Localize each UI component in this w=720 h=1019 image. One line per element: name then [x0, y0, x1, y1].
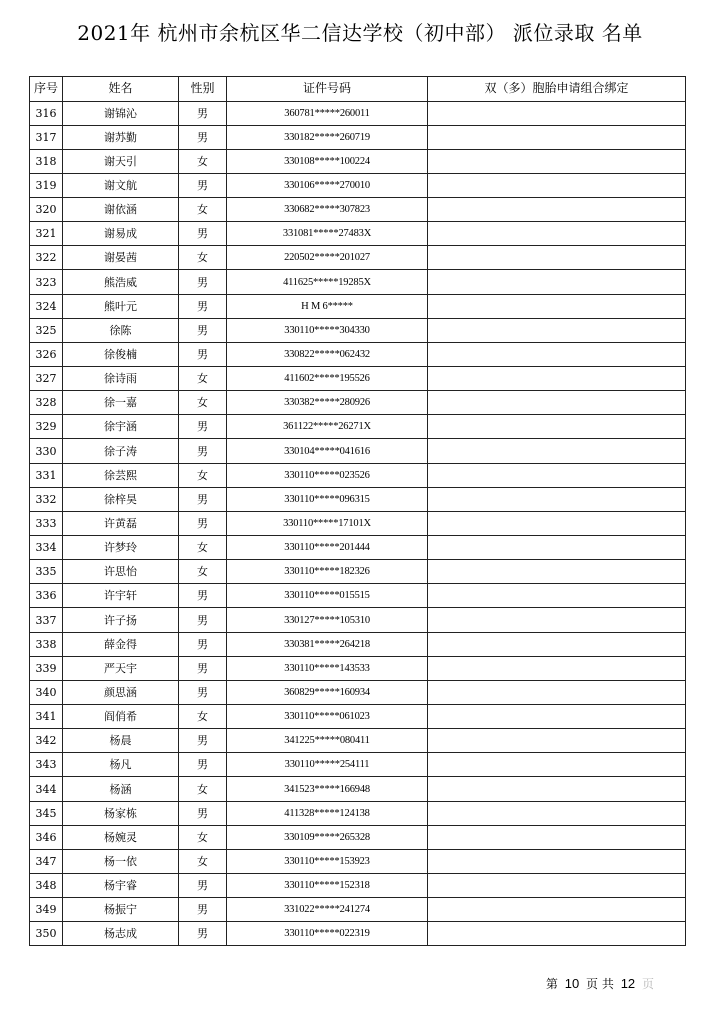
cell-name: 严天宇	[63, 656, 179, 680]
cell-gender: 女	[179, 560, 227, 584]
cell-id-number: 330110*****182326	[227, 560, 428, 584]
cell-id-number: 330110*****096315	[227, 487, 428, 511]
header-name: 姓名	[63, 77, 179, 102]
cell-gender: 女	[179, 536, 227, 560]
cell-seq: 340	[30, 680, 63, 704]
cell-id-number: 330110*****061023	[227, 705, 428, 729]
table-row	[30, 198, 686, 222]
cell-seq: 329	[30, 415, 63, 439]
page-suffix: 页	[641, 977, 654, 991]
cell-twin-binding	[428, 294, 686, 318]
cell-id-number: 330110*****304330	[227, 318, 428, 342]
cell-id-number: 330127*****105310	[227, 608, 428, 632]
cell-name: 谢易成	[63, 222, 179, 246]
cell-twin-binding	[428, 101, 686, 125]
cell-twin-binding	[428, 198, 686, 222]
cell-name: 颜思涵	[63, 680, 179, 704]
cell-gender: 男	[179, 729, 227, 753]
cell-twin-binding	[428, 149, 686, 173]
cell-gender: 女	[179, 391, 227, 415]
table-row	[30, 536, 686, 560]
cell-seq: 322	[30, 246, 63, 270]
table-row	[30, 125, 686, 149]
cell-name: 杨凡	[63, 753, 179, 777]
cell-twin-binding	[428, 536, 686, 560]
table-row	[30, 849, 686, 873]
cell-twin-binding	[428, 801, 686, 825]
cell-seq: 334	[30, 536, 63, 560]
cell-id-number: 330382*****280926	[227, 391, 428, 415]
table-row	[30, 342, 686, 366]
table-row	[30, 367, 686, 391]
table-row	[30, 680, 686, 704]
cell-name: 谢锦沁	[63, 101, 179, 125]
cell-seq: 350	[30, 922, 63, 946]
table-row	[30, 173, 686, 197]
table-row	[30, 246, 686, 270]
cell-seq: 328	[30, 391, 63, 415]
table-row	[30, 825, 686, 849]
cell-twin-binding	[428, 608, 686, 632]
cell-id-number: 331081*****27483X	[227, 222, 428, 246]
current-page-number: 10	[564, 976, 580, 991]
cell-seq: 342	[30, 729, 63, 753]
cell-gender: 男	[179, 439, 227, 463]
cell-id-number: 331022*****241274	[227, 898, 428, 922]
cell-gender: 男	[179, 125, 227, 149]
cell-twin-binding	[428, 729, 686, 753]
cell-name: 许梦玲	[63, 536, 179, 560]
cell-name: 徐芸熙	[63, 463, 179, 487]
cell-twin-binding	[428, 849, 686, 873]
cell-id-number: H M 6*****	[227, 294, 428, 318]
cell-gender: 男	[179, 584, 227, 608]
cell-name: 许子扬	[63, 608, 179, 632]
cell-twin-binding	[428, 415, 686, 439]
cell-id-number: 330110*****143533	[227, 656, 428, 680]
table-row	[30, 318, 686, 342]
cell-twin-binding	[428, 222, 686, 246]
cell-seq: 348	[30, 874, 63, 898]
cell-gender: 男	[179, 342, 227, 366]
cell-name: 熊浩威	[63, 270, 179, 294]
cell-name: 杨振宁	[63, 898, 179, 922]
table-row	[30, 874, 686, 898]
cell-seq: 341	[30, 705, 63, 729]
cell-twin-binding	[428, 656, 686, 680]
cell-id-number: 360829*****160934	[227, 680, 428, 704]
table-row	[30, 511, 686, 535]
cell-id-number: 330110*****153923	[227, 849, 428, 873]
cell-gender: 男	[179, 753, 227, 777]
cell-gender: 男	[179, 874, 227, 898]
table-header-row	[30, 77, 686, 102]
cell-seq: 335	[30, 560, 63, 584]
cell-twin-binding	[428, 487, 686, 511]
cell-id-number: 330822*****062432	[227, 342, 428, 366]
header-seq: 序号	[30, 77, 63, 102]
cell-id-number: 330182*****260719	[227, 125, 428, 149]
page-of-label: 页 共	[586, 977, 614, 991]
cell-id-number: 361122*****26271X	[227, 415, 428, 439]
cell-twin-binding	[428, 632, 686, 656]
cell-seq: 325	[30, 318, 63, 342]
cell-twin-binding	[428, 777, 686, 801]
cell-name: 阎俏希	[63, 705, 179, 729]
cell-name: 徐陈	[63, 318, 179, 342]
cell-seq: 343	[30, 753, 63, 777]
table-body	[30, 101, 686, 946]
cell-seq: 344	[30, 777, 63, 801]
table-row	[30, 705, 686, 729]
cell-id-number: 330110*****152318	[227, 874, 428, 898]
cell-seq: 317	[30, 125, 63, 149]
cell-gender: 女	[179, 246, 227, 270]
table-row	[30, 608, 686, 632]
cell-gender: 男	[179, 318, 227, 342]
cell-twin-binding	[428, 511, 686, 535]
cell-name: 杨一依	[63, 849, 179, 873]
cell-name: 薛金得	[63, 632, 179, 656]
cell-seq: 336	[30, 584, 63, 608]
cell-twin-binding	[428, 463, 686, 487]
table-row	[30, 391, 686, 415]
cell-gender: 男	[179, 270, 227, 294]
page-footer	[546, 976, 654, 992]
cell-twin-binding	[428, 705, 686, 729]
table-row	[30, 487, 686, 511]
cell-twin-binding	[428, 874, 686, 898]
cell-gender: 男	[179, 415, 227, 439]
table-row	[30, 101, 686, 125]
cell-gender: 女	[179, 198, 227, 222]
cell-gender: 女	[179, 777, 227, 801]
cell-seq: 320	[30, 198, 63, 222]
cell-twin-binding	[428, 173, 686, 197]
cell-name: 谢晏茜	[63, 246, 179, 270]
table-row	[30, 222, 686, 246]
cell-seq: 327	[30, 367, 63, 391]
cell-seq: 326	[30, 342, 63, 366]
table-row	[30, 560, 686, 584]
cell-name: 许黄磊	[63, 511, 179, 535]
table-row	[30, 149, 686, 173]
cell-gender: 男	[179, 173, 227, 197]
table-row	[30, 777, 686, 801]
cell-id-number: 341523*****166948	[227, 777, 428, 801]
cell-gender: 男	[179, 608, 227, 632]
table-row	[30, 632, 686, 656]
cell-twin-binding	[428, 560, 686, 584]
cell-gender: 男	[179, 487, 227, 511]
cell-twin-binding	[428, 391, 686, 415]
cell-name: 徐一嘉	[63, 391, 179, 415]
cell-seq: 339	[30, 656, 63, 680]
header-gender: 性别	[179, 77, 227, 102]
cell-name: 徐宇涵	[63, 415, 179, 439]
cell-gender: 男	[179, 511, 227, 535]
table-row	[30, 729, 686, 753]
table-row	[30, 270, 686, 294]
header-id: 证件号码	[227, 77, 428, 102]
cell-id-number: 330104*****041616	[227, 439, 428, 463]
cell-gender: 男	[179, 680, 227, 704]
cell-gender: 女	[179, 825, 227, 849]
document-title: 2021年 杭州市余杭区华二信达学校（初中部） 派位录取 名单	[77, 21, 643, 45]
cell-name: 徐诗雨	[63, 367, 179, 391]
cell-seq: 319	[30, 173, 63, 197]
cell-seq: 324	[30, 294, 63, 318]
cell-seq: 337	[30, 608, 63, 632]
cell-seq: 346	[30, 825, 63, 849]
cell-name: 许思怡	[63, 560, 179, 584]
cell-name: 杨家栋	[63, 801, 179, 825]
cell-name: 徐子涛	[63, 439, 179, 463]
table-row	[30, 439, 686, 463]
table-row	[30, 801, 686, 825]
cell-name: 谢文航	[63, 173, 179, 197]
cell-twin-binding	[428, 680, 686, 704]
cell-seq: 333	[30, 511, 63, 535]
cell-id-number: 330682*****307823	[227, 198, 428, 222]
cell-gender: 男	[179, 898, 227, 922]
cell-gender: 男	[179, 922, 227, 946]
cell-id-number: 330110*****17101X	[227, 511, 428, 535]
cell-gender: 女	[179, 705, 227, 729]
cell-id-number: 330110*****023526	[227, 463, 428, 487]
cell-id-number: 330110*****022319	[227, 922, 428, 946]
cell-twin-binding	[428, 125, 686, 149]
cell-id-number: 330110*****015515	[227, 584, 428, 608]
cell-name: 杨志成	[63, 922, 179, 946]
cell-gender: 男	[179, 222, 227, 246]
cell-twin-binding	[428, 318, 686, 342]
cell-twin-binding	[428, 270, 686, 294]
cell-id-number: 411602*****195526	[227, 367, 428, 391]
admission-table	[29, 76, 686, 946]
table-row	[30, 584, 686, 608]
cell-name: 谢苏勤	[63, 125, 179, 149]
cell-name: 谢依涵	[63, 198, 179, 222]
cell-name: 徐梓昊	[63, 487, 179, 511]
cell-name: 许宇轩	[63, 584, 179, 608]
cell-twin-binding	[428, 367, 686, 391]
cell-gender: 女	[179, 367, 227, 391]
cell-seq: 331	[30, 463, 63, 487]
cell-id-number: 330381*****264218	[227, 632, 428, 656]
cell-twin-binding	[428, 246, 686, 270]
cell-twin-binding	[428, 825, 686, 849]
cell-gender: 男	[179, 294, 227, 318]
cell-name: 杨晨	[63, 729, 179, 753]
table-row	[30, 898, 686, 922]
cell-twin-binding	[428, 439, 686, 463]
cell-twin-binding	[428, 584, 686, 608]
cell-id-number: 330108*****100224	[227, 149, 428, 173]
cell-name: 徐俊楠	[63, 342, 179, 366]
cell-name: 谢天引	[63, 149, 179, 173]
cell-id-number: 330109*****265328	[227, 825, 428, 849]
cell-twin-binding	[428, 898, 686, 922]
cell-id-number: 330110*****254111	[227, 753, 428, 777]
table-row	[30, 753, 686, 777]
cell-gender: 女	[179, 849, 227, 873]
cell-id-number: 330106*****270010	[227, 173, 428, 197]
cell-id-number: 341225*****080411	[227, 729, 428, 753]
cell-seq: 332	[30, 487, 63, 511]
table-row	[30, 294, 686, 318]
cell-id-number: 330110*****201444	[227, 536, 428, 560]
cell-gender: 女	[179, 463, 227, 487]
table-row	[30, 656, 686, 680]
cell-id-number: 411328*****124138	[227, 801, 428, 825]
cell-id-number: 411625*****19285X	[227, 270, 428, 294]
cell-seq: 345	[30, 801, 63, 825]
table-row	[30, 415, 686, 439]
cell-seq: 323	[30, 270, 63, 294]
cell-seq: 321	[30, 222, 63, 246]
cell-seq: 338	[30, 632, 63, 656]
cell-twin-binding	[428, 342, 686, 366]
cell-id-number: 360781*****260011	[227, 101, 428, 125]
cell-seq: 318	[30, 149, 63, 173]
cell-gender: 男	[179, 101, 227, 125]
header-twin-binding: 双（多）胞胎申请组合绑定	[428, 77, 686, 102]
cell-gender: 女	[179, 149, 227, 173]
cell-name: 杨涵	[63, 777, 179, 801]
cell-gender: 男	[179, 801, 227, 825]
cell-name: 杨婉灵	[63, 825, 179, 849]
cell-id-number: 220502*****201027	[227, 246, 428, 270]
cell-name: 杨宇睿	[63, 874, 179, 898]
total-pages: 12	[620, 976, 636, 991]
table-row	[30, 463, 686, 487]
cell-twin-binding	[428, 922, 686, 946]
cell-seq: 316	[30, 101, 63, 125]
cell-seq: 347	[30, 849, 63, 873]
cell-gender: 男	[179, 632, 227, 656]
table-row	[30, 922, 686, 946]
cell-seq: 330	[30, 439, 63, 463]
cell-twin-binding	[428, 753, 686, 777]
cell-seq: 349	[30, 898, 63, 922]
cell-gender: 男	[179, 656, 227, 680]
page-prefix: 第	[545, 977, 558, 991]
cell-name: 熊叶元	[63, 294, 179, 318]
